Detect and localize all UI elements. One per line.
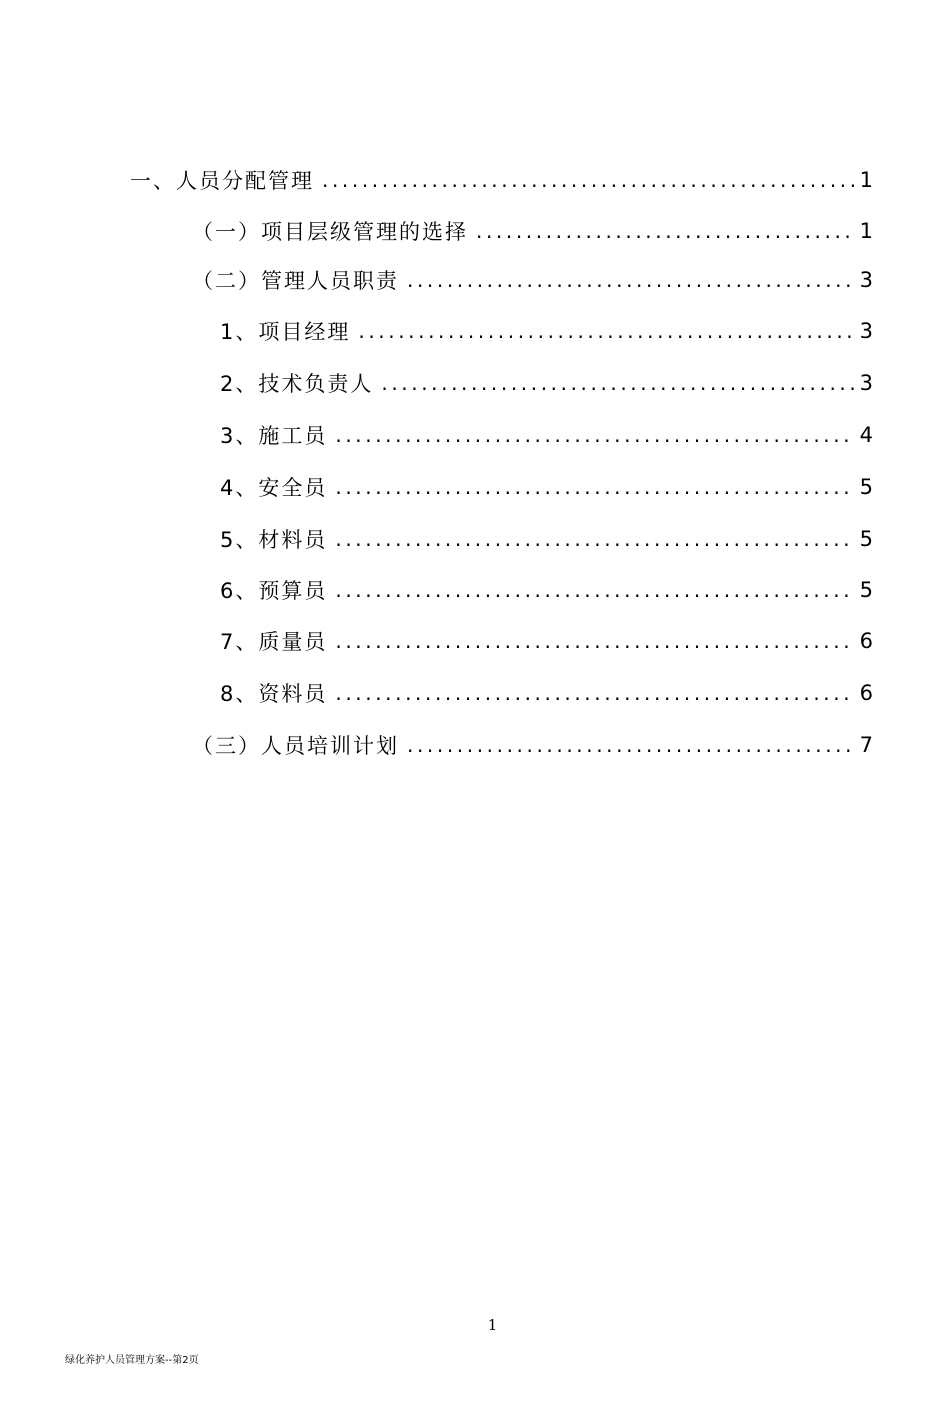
toc-dot-leader [335, 578, 853, 602]
toc-entry-label: 一、人员分配管理 [130, 169, 314, 193]
toc-entry-label: （三）人员培训计划 [192, 734, 399, 758]
toc-entry-page: 6 [859, 629, 873, 653]
toc-entry-label: 5、材料员 [220, 528, 328, 552]
toc-dot-leader [335, 527, 853, 551]
toc-entry-quality-officer[interactable] [220, 624, 873, 658]
toc-entry-label: 3、施工员 [220, 424, 328, 448]
toc-entry-label: （一）项目层级管理的选择 [192, 220, 468, 244]
toc-entry-training-plan[interactable] [192, 728, 873, 762]
toc-entry-technical-lead[interactable] [220, 366, 873, 400]
toc-entry-label: （二）管理人员职责 [192, 269, 399, 293]
toc-entry-staff-allocation[interactable] [130, 163, 873, 197]
toc-entry-label: 8、资料员 [220, 682, 328, 706]
toc-entry-page: 5 [859, 527, 873, 551]
toc-entry-page: 6 [859, 681, 873, 705]
toc-entry-label: 6、预算员 [220, 579, 328, 603]
toc-entry-page: 5 [859, 475, 873, 499]
toc-entry-safety-officer[interactable] [220, 470, 873, 504]
toc-entry-page: 5 [859, 578, 873, 602]
toc-entry-page: 3 [859, 319, 873, 343]
toc-entry-project-level-selection[interactable] [192, 214, 873, 248]
toc-entry-page: 7 [859, 733, 873, 757]
toc-entry-label: 7、质量员 [220, 630, 328, 654]
toc-entry-label: 1、项目经理 [220, 320, 351, 344]
toc-dot-leader [407, 268, 854, 292]
toc-entry-page: 3 [859, 268, 873, 292]
toc-dot-leader [335, 423, 853, 447]
toc-entry-management-duties[interactable] [192, 263, 873, 297]
toc-entry-materials-officer[interactable] [220, 522, 873, 556]
toc-dot-leader [381, 371, 853, 395]
toc-dot-leader [335, 475, 853, 499]
toc-entry-page: 4 [859, 423, 873, 447]
toc-entry-page: 3 [859, 371, 873, 395]
toc-dot-leader [335, 681, 853, 705]
toc-dot-leader [407, 733, 854, 757]
toc-entry-page: 1 [859, 219, 873, 243]
toc-entry-construction-worker[interactable] [220, 418, 873, 452]
footer-note: 绿化养护人员管理方案--第2页 [65, 1355, 199, 1366]
toc-dot-leader [322, 168, 854, 192]
page-number: 1 [487, 1316, 498, 1334]
toc-entry-page: 1 [859, 168, 873, 192]
toc-dot-leader [358, 319, 853, 343]
toc-entry-budget-officer[interactable] [220, 573, 873, 607]
toc-entry-label: 2、技术负责人 [220, 372, 374, 396]
toc-entry-documentation-officer[interactable] [220, 676, 873, 710]
toc-entry-project-manager[interactable] [220, 314, 873, 348]
toc-entry-label: 4、安全员 [220, 476, 328, 500]
toc-dot-leader [476, 219, 854, 243]
toc-dot-leader [335, 629, 853, 653]
